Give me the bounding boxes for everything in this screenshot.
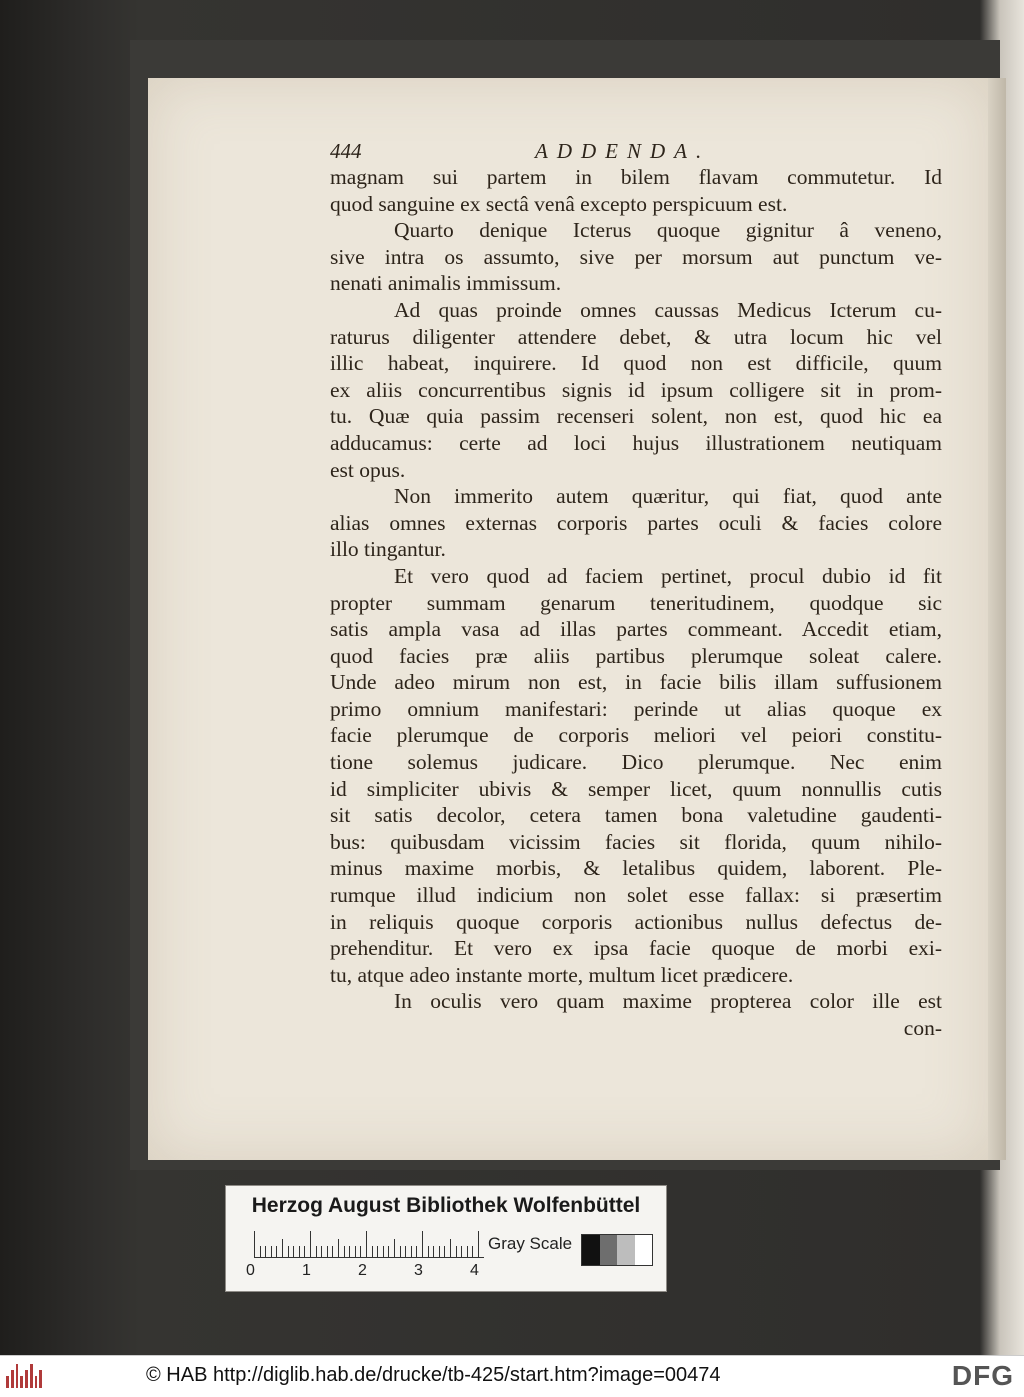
ruler-tick (288, 1246, 289, 1257)
footer-bar (0, 1355, 1024, 1397)
ruler-tick (461, 1246, 462, 1257)
text-line: quod sanguine ex sectâ venâ excepto perspicuum est. (330, 191, 788, 216)
ruler-tick (271, 1246, 272, 1257)
ruler-tick (355, 1246, 356, 1257)
ruler-tick (316, 1246, 317, 1257)
catchword: con- (903, 1016, 942, 1040)
logo-bar (30, 1364, 33, 1388)
logo-bar (11, 1370, 14, 1388)
text-line: ex aliis concurrentibus signis id ipsum colligere sit in prom- (330, 377, 942, 402)
ruler-tick (344, 1246, 345, 1257)
ruler-tick (299, 1246, 300, 1257)
ruler-tick (394, 1239, 395, 1257)
gray-swatch (635, 1235, 653, 1265)
gray-swatch (600, 1235, 618, 1265)
running-head: ADDENDA. (535, 139, 711, 163)
ruler-tick (338, 1239, 339, 1257)
ruler-tick (265, 1246, 266, 1257)
ruler-tick (439, 1246, 440, 1257)
ruler-tick (383, 1246, 384, 1257)
text-line: satis ampla vasa ad illas partes commeant. Accedit etiam, (330, 617, 942, 642)
text-line: adducamus: certe ad loci hujus illustrationem neutiquam (330, 430, 942, 455)
ruler-tick (450, 1239, 451, 1257)
text-line: In oculis vero quam maxime propterea color ille est (394, 989, 942, 1014)
ruler-tick (422, 1231, 423, 1257)
ruler-number: 2 (358, 1262, 367, 1279)
text-line: illo tingantur. (330, 537, 446, 562)
ruler-tick (433, 1246, 434, 1257)
text-line: Non immerito autem quæritur, qui fiat, quod ante (394, 484, 942, 509)
ruler-tick (428, 1246, 429, 1257)
logo-bar (6, 1376, 9, 1388)
text-line: raturus diligenter attendere debet, & utra locum hic vel (330, 324, 942, 349)
ruler-tick (276, 1246, 277, 1257)
ruler-tick (472, 1246, 473, 1257)
ruler-tick (444, 1246, 445, 1257)
text-line: Ad quas proinde omnes caussas Medicus Icterum cu- (394, 297, 942, 322)
logo-bar (20, 1376, 23, 1388)
ruler-tick (405, 1246, 406, 1257)
page-header (330, 138, 942, 164)
ruler (254, 1231, 484, 1258)
text-line: facie plerumque de corporis meliori vel peiori constitu- (330, 723, 942, 748)
ruler-tick (282, 1239, 283, 1257)
gray-scale-swatches (581, 1234, 653, 1266)
ruler-tick (416, 1246, 417, 1257)
ruler-number: 0 (246, 1262, 255, 1279)
ruler-numbers (246, 1262, 486, 1282)
ruler-tick (304, 1246, 305, 1257)
page-number: 444 (330, 139, 362, 163)
text-line: tione solemus judicare. Dico plerumque. Nec enim (330, 750, 942, 775)
text-line: alias omnes externas corporis partes oculi & facies colore (330, 510, 942, 535)
ruler-tick (310, 1231, 311, 1257)
text-line: bus: quibusdam vicissim facies sit florida, quum nihilo- (330, 829, 942, 854)
text-line: rumque illud indicium non solet esse fallax: si præsertim (330, 883, 942, 908)
ruler-tick (293, 1246, 294, 1257)
ruler-tick (366, 1231, 367, 1257)
text-line: sit satis decolor, cetera tamen bona valetudine gaudenti- (330, 803, 942, 828)
dfg-logo: DFG (951, 1360, 1014, 1391)
text-line: Unde adeo mirum non est, in facie bilis illam suffusionem (330, 670, 942, 695)
logo-bar (35, 1376, 38, 1388)
ruler-tick (377, 1246, 378, 1257)
ruler-tick (327, 1246, 328, 1257)
text-line: quod facies præ aliis partibus plerumque soleat calere. (330, 643, 942, 668)
ruler-tick (372, 1246, 373, 1257)
ruler-number: 3 (414, 1262, 423, 1279)
text-line: Quarto denique Icterus quoque gignitur â veneno, (394, 218, 942, 243)
text-line: est opus. (330, 457, 406, 482)
text-line: tu. Quæ quia passim recenseri solent, non est, quod hic ea (330, 404, 942, 429)
text-line: propter summam genarum teneritudinem, quodque sic (330, 590, 942, 615)
ruler-tick (411, 1246, 412, 1257)
ruler-tick (321, 1246, 322, 1257)
logo-bar (39, 1370, 42, 1388)
text-line: sive intra os assumto, sive per morsum aut punctum ve- (330, 244, 942, 269)
text-line: minus maxime morbis, & letalibus quidem, laborent. Ple- (330, 856, 942, 881)
logo-bar (25, 1370, 28, 1388)
ruler-tick (388, 1246, 389, 1257)
logo-bar (16, 1364, 19, 1388)
text-line: id simpliciter ubivis & semper licet, quum nonnullis cutis (330, 776, 942, 801)
text-line: tu, atque adeo instante morte, multum licet prædicere. (330, 962, 794, 987)
ruler-tick (456, 1246, 457, 1257)
ruler-number: 1 (302, 1262, 311, 1279)
text-line: prehenditur. Et vero ex ipsa facie quoque de morbi exi- (330, 936, 942, 961)
ruler-tick (478, 1231, 479, 1257)
text-lines (330, 164, 942, 1015)
text-line: illic habeat, inquirere. Id quod non est difficile, quum (330, 351, 942, 376)
ruler-tick (467, 1246, 468, 1257)
page-edge (988, 78, 1006, 1160)
gray-swatch (582, 1235, 600, 1265)
ruler-tick (349, 1246, 350, 1257)
text-line: nenati animalis immissum. (330, 271, 562, 296)
gray-scale-label: Gray Scale (488, 1234, 573, 1253)
ruler-tick (360, 1246, 361, 1257)
copyright-link[interactable]: © HAB http://diglib.hab.de/drucke/tb-425/start.htm?image=00474 (146, 1364, 721, 1386)
ruler-tick (332, 1246, 333, 1257)
page-text (330, 138, 942, 1041)
color-gauge (225, 1185, 667, 1292)
gray-swatch (617, 1235, 635, 1265)
ruler-number: 4 (470, 1262, 479, 1279)
ruler-tick (254, 1231, 255, 1257)
text-line: in reliquis quoque corporis actionibus nullus defectus de- (330, 909, 942, 934)
text-line: magnam sui partem in bilem flavam commutetur. Id (330, 165, 942, 189)
hab-logo-icon (6, 1364, 42, 1388)
text-line: primo omnium manifestari: perinde ut alias quoque ex (330, 696, 942, 721)
text-line: Et vero quod ad faciem pertinet, procul dubio id fit (394, 563, 942, 588)
ruler-tick (400, 1246, 401, 1257)
gauge-title: Herzog August Bibliothek Wolfenbüttel (251, 1194, 641, 1217)
ruler-tick (260, 1246, 261, 1257)
